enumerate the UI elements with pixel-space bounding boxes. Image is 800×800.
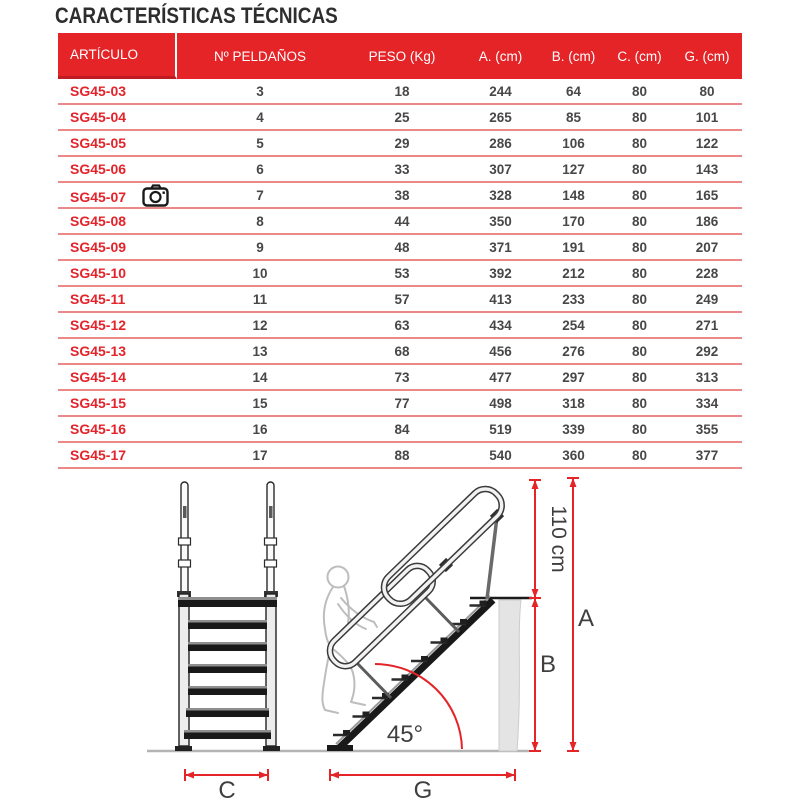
value-cell: 13 xyxy=(177,339,343,365)
value-cell: 64 xyxy=(540,79,607,105)
value-cell: 12 xyxy=(177,313,343,339)
dim-label-angle: 45° xyxy=(386,721,424,748)
value-cell: 80 xyxy=(607,183,672,209)
article-code: SG45-11 xyxy=(70,291,126,307)
value-cell: 80 xyxy=(607,261,672,287)
value-cell: 80 xyxy=(607,391,672,417)
article-code-cell xyxy=(58,209,177,235)
value-cell: 254 xyxy=(540,313,607,339)
value-cell: 38 xyxy=(343,183,461,209)
value-cell: 122 xyxy=(672,131,742,157)
value-cell: 80 xyxy=(607,79,672,105)
value-cell: 18 xyxy=(343,79,461,105)
value-cell: 392 xyxy=(461,261,540,287)
value-cell: 456 xyxy=(461,339,540,365)
value-cell: 434 xyxy=(461,313,540,339)
value-cell: 7 xyxy=(177,183,343,209)
article-code-cell xyxy=(58,157,177,183)
value-cell: 101 xyxy=(672,105,742,131)
value-cell: 77 xyxy=(343,391,461,417)
camera-icon[interactable] xyxy=(142,184,169,207)
table-row xyxy=(58,209,742,235)
value-cell: 207 xyxy=(672,235,742,261)
value-cell: 127 xyxy=(540,157,607,183)
article-code-cell xyxy=(58,365,177,391)
value-cell: 519 xyxy=(461,417,540,443)
article-code: SG45-04 xyxy=(70,109,127,125)
table-row xyxy=(58,235,742,261)
value-cell: 85 xyxy=(540,105,607,131)
table-row xyxy=(58,443,742,469)
table-row xyxy=(58,261,742,287)
article-code: SG45-08 xyxy=(70,213,127,229)
value-cell: 276 xyxy=(540,339,607,365)
article-code: SG45-07 xyxy=(70,188,127,205)
value-cell: 80 xyxy=(607,417,672,443)
specs-table xyxy=(58,33,742,469)
specs-table-body xyxy=(58,79,742,469)
article-code-cell xyxy=(58,235,177,261)
value-cell: 68 xyxy=(343,339,461,365)
table-row xyxy=(58,79,742,105)
article-code-cell xyxy=(58,261,177,287)
value-cell: 244 xyxy=(461,79,540,105)
value-cell: 48 xyxy=(343,235,461,261)
value-cell: 53 xyxy=(343,261,461,287)
value-cell: 80 xyxy=(607,443,672,469)
dim-label-g: G xyxy=(413,777,433,800)
article-code: SG45-06 xyxy=(70,161,127,177)
value-cell: 186 xyxy=(672,209,742,235)
article-code: SG45-05 xyxy=(70,135,127,151)
value-cell: 339 xyxy=(540,417,607,443)
value-cell: 14 xyxy=(177,365,343,391)
table-row xyxy=(58,157,742,183)
value-cell: 307 xyxy=(461,157,540,183)
article-code: SG45-10 xyxy=(70,265,127,281)
table-row xyxy=(58,313,742,339)
article-code: SG45-15 xyxy=(70,395,127,411)
value-cell: 148 xyxy=(540,183,607,209)
value-cell: 15 xyxy=(177,391,343,417)
value-cell: 271 xyxy=(672,313,742,339)
table-header-row xyxy=(58,33,742,79)
article-code: SG45-12 xyxy=(70,317,127,333)
value-cell: 80 xyxy=(607,131,672,157)
value-cell: 371 xyxy=(461,235,540,261)
value-cell: 4 xyxy=(177,105,343,131)
value-cell: 286 xyxy=(461,131,540,157)
value-cell: 377 xyxy=(672,443,742,469)
column-header-3: PESO (Kg) xyxy=(343,33,461,79)
ladder-side-view xyxy=(322,483,532,751)
article-code: SG45-09 xyxy=(70,239,127,255)
value-cell: 25 xyxy=(343,105,461,131)
value-cell: 9 xyxy=(177,235,343,261)
value-cell: 413 xyxy=(461,287,540,313)
value-cell: 191 xyxy=(540,235,607,261)
table-row xyxy=(58,417,742,443)
value-cell: 265 xyxy=(461,105,540,131)
value-cell: 350 xyxy=(461,209,540,235)
value-cell: 143 xyxy=(672,157,742,183)
value-cell: 80 xyxy=(607,313,672,339)
value-cell: 80 xyxy=(607,157,672,183)
value-cell: 3 xyxy=(177,79,343,105)
dim-label-c: C xyxy=(218,777,236,800)
technical-diagram xyxy=(0,470,800,800)
value-cell: 33 xyxy=(343,157,461,183)
value-cell: 29 xyxy=(343,131,461,157)
value-cell: 80 xyxy=(607,339,672,365)
article-code-cell xyxy=(58,339,177,365)
value-cell: 106 xyxy=(540,131,607,157)
article-code: SG45-14 xyxy=(70,369,127,385)
value-cell: 80 xyxy=(672,79,742,105)
value-cell: 57 xyxy=(343,287,461,313)
column-header-7: G. (cm) xyxy=(672,33,742,79)
value-cell: 165 xyxy=(672,183,742,209)
article-code: SG45-16 xyxy=(70,421,127,437)
value-cell: 360 xyxy=(540,443,607,469)
article-code-cell xyxy=(58,391,177,417)
value-cell: 88 xyxy=(343,443,461,469)
dim-label-height: 110 cm xyxy=(547,505,570,573)
value-cell: 80 xyxy=(607,365,672,391)
article-code-cell xyxy=(58,443,177,469)
table-row xyxy=(58,391,742,417)
column-header-4: A. (cm) xyxy=(461,33,540,79)
article-code-cell xyxy=(58,313,177,339)
value-cell: 80 xyxy=(607,235,672,261)
platform-wall xyxy=(499,600,521,751)
value-cell: 233 xyxy=(540,287,607,313)
column-header-2: Nº PELDAÑOS xyxy=(177,33,343,79)
article-code-cell xyxy=(58,131,177,157)
value-cell: 73 xyxy=(343,365,461,391)
value-cell: 80 xyxy=(607,287,672,313)
value-cell: 498 xyxy=(461,391,540,417)
specs-table-head xyxy=(58,33,742,79)
article-code: SG45-13 xyxy=(70,343,127,359)
value-cell: 292 xyxy=(672,339,742,365)
value-cell: 8 xyxy=(177,209,343,235)
page-title: CARACTERÍSTICAS TÉCNICAS xyxy=(55,3,338,28)
value-cell: 10 xyxy=(177,261,343,287)
value-cell: 318 xyxy=(540,391,607,417)
article-code-cell xyxy=(58,417,177,443)
value-cell: 11 xyxy=(177,287,343,313)
value-cell: 44 xyxy=(343,209,461,235)
value-cell: 228 xyxy=(672,261,742,287)
value-cell: 334 xyxy=(672,391,742,417)
table-row xyxy=(58,105,742,131)
value-cell: 313 xyxy=(672,365,742,391)
value-cell: 328 xyxy=(461,183,540,209)
value-cell: 212 xyxy=(540,261,607,287)
value-cell: 80 xyxy=(607,209,672,235)
dim-label-b: B xyxy=(540,651,557,678)
column-header-1: ARTÍCULO xyxy=(58,33,177,79)
value-cell: 170 xyxy=(540,209,607,235)
table-row xyxy=(58,287,742,313)
article-code-cell xyxy=(58,183,177,209)
column-header-6: C. (cm) xyxy=(607,33,672,79)
value-cell: 17 xyxy=(177,443,343,469)
ladder-front-view xyxy=(175,482,280,751)
value-cell: 63 xyxy=(343,313,461,339)
article-code: SG45-17 xyxy=(70,447,127,463)
article-code-cell xyxy=(58,79,177,105)
table-row xyxy=(58,365,742,391)
value-cell: 355 xyxy=(672,417,742,443)
value-cell: 84 xyxy=(343,417,461,443)
table-row xyxy=(58,131,742,157)
value-cell: 5 xyxy=(177,131,343,157)
value-cell: 249 xyxy=(672,287,742,313)
article-code-cell xyxy=(58,287,177,313)
value-cell: 6 xyxy=(177,157,343,183)
article-code: SG45-03 xyxy=(70,83,127,99)
value-cell: 540 xyxy=(461,443,540,469)
value-cell: 16 xyxy=(177,417,343,443)
value-cell: 297 xyxy=(540,365,607,391)
table-row xyxy=(58,339,742,365)
article-code-cell xyxy=(58,105,177,131)
dim-label-a: A xyxy=(578,605,595,632)
table-row xyxy=(58,183,742,209)
column-header-5: B. (cm) xyxy=(540,33,607,79)
value-cell: 477 xyxy=(461,365,540,391)
person-figure xyxy=(322,567,377,714)
value-cell: 80 xyxy=(607,105,672,131)
